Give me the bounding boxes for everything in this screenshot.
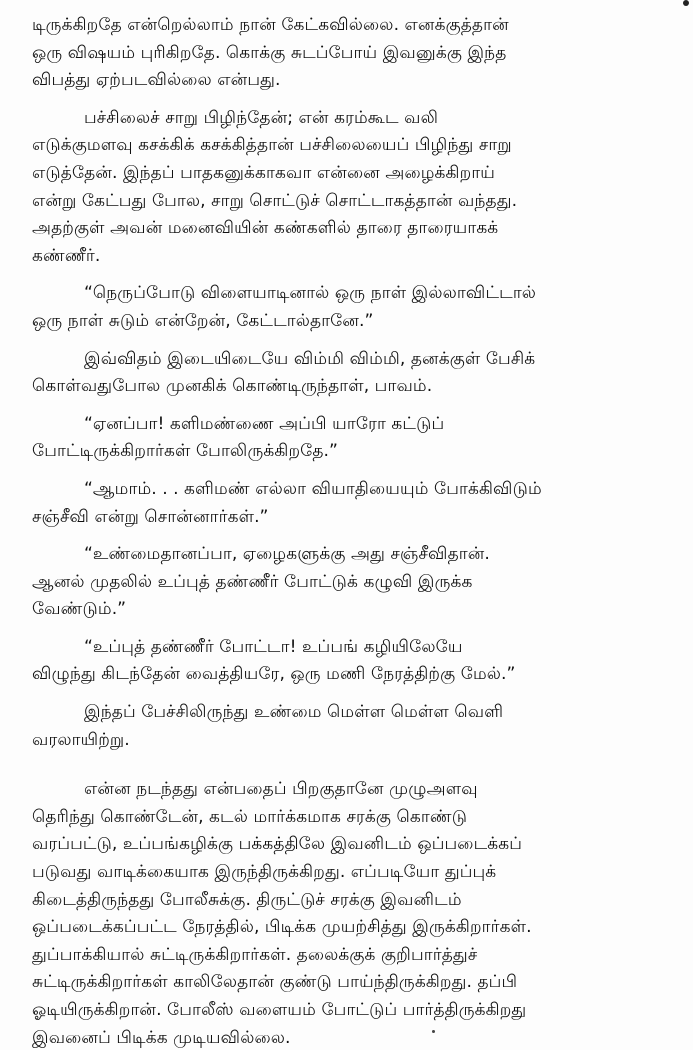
paragraph (32, 105, 662, 271)
paragraph (32, 634, 662, 689)
text-line: வரப்பட்டு, உப்பங்கழிக்கு பக்கத்திலே இவனிடம் ஒப்படைக்கப் (32, 834, 523, 855)
text-line: எடுத்தேன். இந்தப் பாதகனுக்காகவா என்னை அழைக்கிறாய் (32, 162, 496, 183)
body-text (32, 12, 662, 1052)
text-line: சுட்டிருக்கிறார்கள் காலிலேதான் குண்டு பாய்ந்திருக்கிறது. தப்பி (32, 972, 518, 993)
text-line: இவனைப் பிடிக்க முடியவில்லை. (32, 1027, 291, 1048)
corner-ink-mark (683, 0, 689, 6)
text-line: “உண்மைதானப்பா, ஏழைகளுக்கு அது சஞ்சீவிதான். (84, 544, 490, 565)
text-line: இந்தப் பேச்சிலிருந்து உண்மை மெள்ள மெள்ள வெளி (84, 702, 504, 723)
text-line: ஒரு நாள் சுடும் என்றேன், கேட்டால்தானே.” (32, 310, 374, 331)
text-line: படுவது வாடிக்கையாக இருந்திருக்கிறது. எப்படியோ துப்புக் (32, 862, 497, 883)
text-line: போட்டிருக்கிறார்கள் போலிருக்கிறதே.” (32, 441, 338, 462)
text-line: வரலாயிற்று. (32, 729, 130, 750)
text-line: கண்ணீர். (32, 245, 101, 266)
text-line: ஒப்படைக்கப்பட்ட நேரத்தில், பிடிக்க முயற்சித்து இருக்கிறார்கள். (32, 917, 532, 938)
paragraph (32, 541, 662, 624)
text-line: இவ்விதம் இடையிடையே விம்மி விம்மி, தனக்குள் பேசிக் (84, 348, 536, 369)
text-line: “ஏனப்பா! களிமண்ணை அப்பி யாரோ கட்டுப் (84, 413, 445, 434)
paragraph (32, 346, 662, 401)
text-line: பச்சிலைச் சாறு பிழிந்தேன்; என் கரம்கூட வலி (84, 107, 439, 128)
text-line: ஓடியிருக்கிறான். போலீஸ் வளையம் போட்டுப் பார்த்திருக்கிறது (32, 1000, 527, 1020)
text-line: துப்பாக்கியால் சுட்டிருக்கிறார்கள். தலைக்குக் குறிபார்த்துச் (32, 944, 478, 965)
paragraph (32, 699, 662, 754)
text-line: சஞ்சீவி என்று சொன்னார்கள்.” (32, 506, 269, 527)
paragraph (32, 411, 662, 466)
text-line: விபத்து ஏற்படவில்லை என்பது. (32, 70, 281, 91)
text-line: எடுக்குமளவு கசக்கிக் கசக்கித்தான் பச்சிலையைப் பிழிந்து சாறு (32, 135, 512, 156)
text-line: என்ன நடந்தது என்பதைப் பிறகுதானே முழுஅளவு (84, 779, 478, 800)
text-line: “உப்புத் தண்ணீர் போட்டா! உப்பங் கழியிலேயே (84, 636, 463, 657)
text-line: ஆனல் முதலில் உப்புத் தண்ணீர் போட்டுக் கழுவி இருக்க (32, 571, 473, 592)
paragraph (32, 280, 662, 335)
paragraph (32, 476, 662, 531)
text-line: ஒரு விஷயம் புரிகிறதே. கொக்கு சுடப்போய் இவனுக்கு இந்த (32, 42, 507, 63)
text-line: என்று கேட்பது போல, சாறு சொட்டுச் சொட்டாகத்தான் வந்தது. (32, 190, 518, 211)
text-line: விழுந்து கிடந்தேன் வைத்தியரே, ஒரு மணி நேரத்திற்கு மேல்.” (32, 664, 516, 685)
text-line: கொள்வதுபோல முனகிக் கொண்டிருந்தாள், பாவம். (32, 376, 433, 397)
paragraph (32, 12, 662, 95)
text-line: வேண்டும்.” (32, 599, 127, 620)
text-line: “நெருப்போடு விளையாடினால் ஒரு நாள் இல்லாவிட்டால் (84, 283, 537, 304)
text-line: “ஆமாம். . . களிமண் எல்லா வியாதியையும் போக்கிவிடும் (84, 478, 542, 499)
text-line: தெரிந்து கொண்டேன், கடல் மார்க்கமாக சரக்கு கொண்டு (32, 806, 468, 827)
text-line: அதற்குள் அவன் மனைவியின் கண்களில் தாரை தாரையாகக் (32, 218, 499, 239)
text-line: டிருக்கிறதே என்றெல்லாம் நான் கேட்கவில்லை. எனக்குத்தான் (32, 15, 509, 35)
paragraph (32, 776, 662, 1052)
text-line: கிடைத்திருந்தது போலீசுக்கு. திருட்டுச் சரக்கு இவனிடம் (32, 889, 462, 910)
